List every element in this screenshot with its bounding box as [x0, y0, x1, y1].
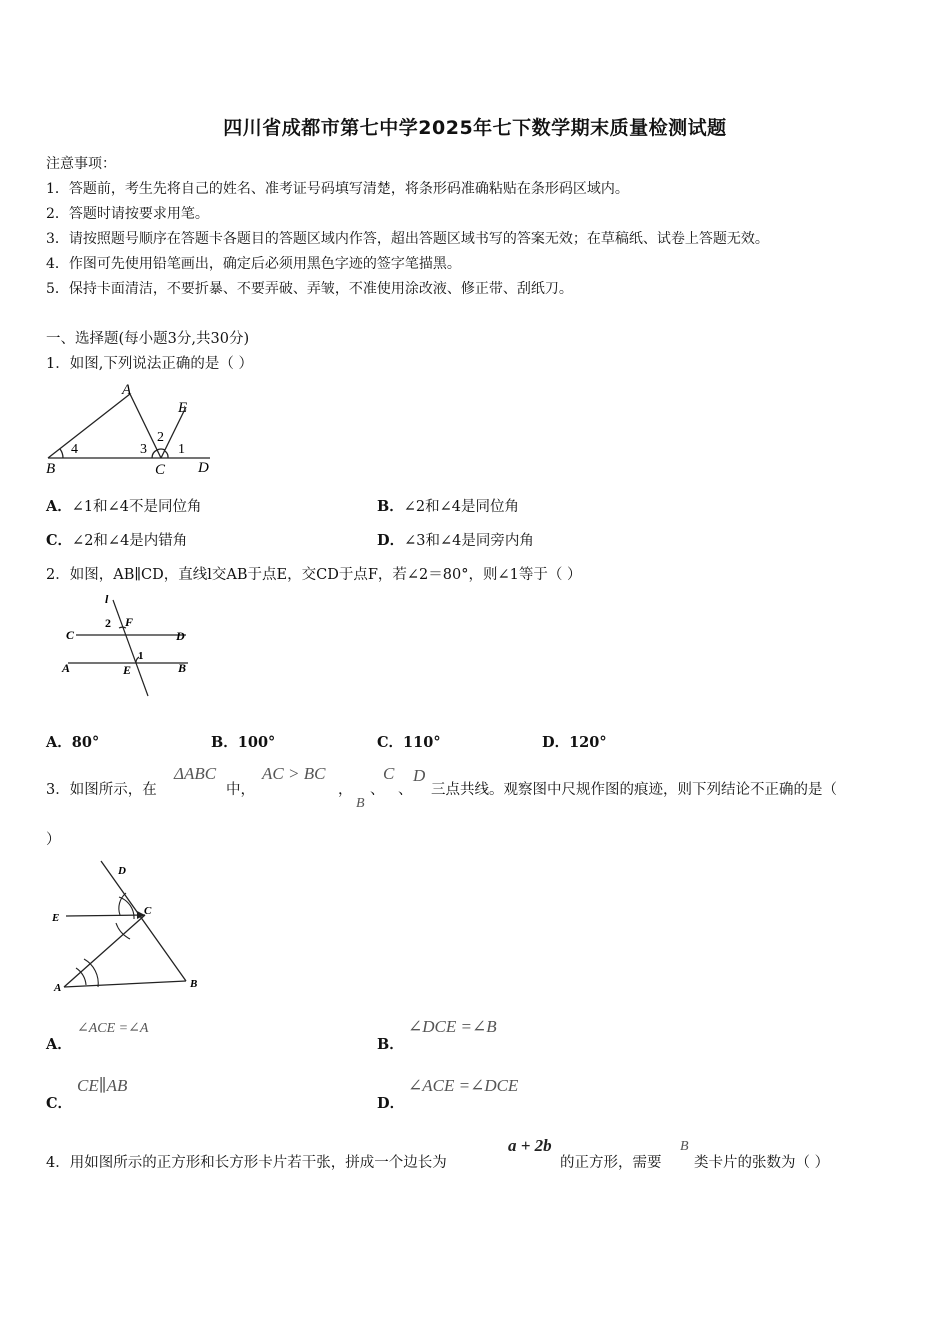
- note-item-3: 3．请按照题号顺序在答题卡各题目的答题区域内作答，超出答题区域书写的答案无效；在草稿纸、试卷上答题无效。: [46, 231, 769, 247]
- q1-option-d[interactable]: [377, 529, 534, 550]
- q4-stem-mid: 的正方形，需要: [560, 1155, 662, 1171]
- q2-option-a-text: 80°: [71, 734, 100, 751]
- q1-option-d-text: ∠3和∠4是同旁内角: [404, 533, 534, 549]
- q1-option-a-letter: A．: [46, 498, 72, 515]
- q2-angle-2: 2: [105, 616, 111, 630]
- q3-label-B: B: [190, 978, 198, 990]
- q2-figure: [58, 592, 198, 702]
- q1-option-d-letter: D．: [377, 532, 405, 549]
- q1-angle-4: 4: [71, 442, 78, 457]
- q1-label-E: E: [178, 400, 188, 416]
- q1-option-a[interactable]: [46, 495, 202, 516]
- q3-sep-1: 、: [370, 782, 385, 798]
- q3-option-b-letter[interactable]: B．: [377, 1036, 404, 1053]
- q2-label-C: C: [66, 628, 75, 642]
- q2-option-d-text: 120°: [569, 734, 607, 751]
- section-heading: 一、选择题(每小题3分,共30分): [46, 331, 250, 347]
- note-item-1: 1．答题前，考生先将自己的姓名、准考证号码填写清楚，将条形码准确粘贴在条形码区域内。: [46, 181, 629, 197]
- q4-math-B: B: [680, 1139, 689, 1154]
- q3-stem-end: 三点共线。观察图中尺规作图的痕迹，则下列结论不正确的是（: [431, 782, 837, 798]
- q3-stem-mid: 中，: [226, 782, 255, 798]
- q3-math-C: C: [383, 764, 395, 783]
- q2-label-F: F: [125, 615, 134, 629]
- q3-math-D: D: [413, 766, 426, 785]
- note-item-5: 5．保持卡面清洁，不要折暴、不要弄破、弄皱，不准使用涂改液、修正带、刮纸刀。: [46, 281, 573, 297]
- q3-stem-close: ）: [46, 832, 61, 848]
- q1-label-C: C: [155, 462, 166, 478]
- q1-angle-3: 3: [140, 442, 147, 457]
- q3-option-a-letter[interactable]: A．: [46, 1036, 72, 1053]
- q1-angle-2: 2: [157, 430, 164, 445]
- page-title: 四川省成都市第七中学2025年七下数学期末质量检测试题: [223, 117, 727, 139]
- q3-option-c-letter[interactable]: C．: [46, 1095, 73, 1112]
- q1-option-b-letter: B．: [377, 498, 404, 515]
- q3-option-d-letter[interactable]: D．: [377, 1095, 405, 1112]
- q1-option-c-letter: C．: [46, 532, 73, 549]
- q2-option-a[interactable]: [46, 731, 99, 752]
- q2-option-c-letter: C．: [377, 734, 404, 751]
- q2-option-b[interactable]: [211, 731, 275, 752]
- q1-label-D: D: [198, 460, 209, 476]
- q4-math-side: a + 2b: [508, 1136, 552, 1155]
- q2-option-d[interactable]: [542, 731, 607, 752]
- q2-option-b-text: 100°: [237, 734, 276, 751]
- q2-label-l: l: [105, 592, 109, 606]
- q2-label-A: A: [62, 661, 71, 675]
- notes-heading: 注意事项：: [46, 156, 116, 172]
- q2-option-c[interactable]: [377, 731, 441, 752]
- q2-stem: 2．如图，AB∥CD，直线l交AB于点E，交CD于点F，若∠2＝80°，则∠1等于（ ）: [46, 567, 582, 583]
- q3-math-inequality: AC > BC: [262, 764, 326, 783]
- q2-option-c-text: 110°: [403, 734, 441, 751]
- q1-option-c-text: ∠2和∠4是内错角: [72, 533, 188, 549]
- q3-option-d-math: ∠ACE =∠DCE: [408, 1076, 519, 1095]
- q2-label-E: E: [123, 663, 132, 677]
- note-item-2: 2．答题时请按要求用笔。: [46, 206, 209, 222]
- q1-label-A: A: [122, 382, 132, 398]
- q1-figure: [40, 376, 220, 478]
- q2-label-B: B: [178, 661, 187, 675]
- q3-math-triangle: ΔABC: [174, 764, 217, 783]
- q3-figure: [46, 857, 216, 997]
- q4-stem-end: 类卡片的张数为（ ）: [694, 1155, 830, 1171]
- note-item-4: 4．作图可先使用铅笔画出，确定后必须用黑色字迹的签字笔描黑。: [46, 256, 461, 272]
- q3-sep-2: 、: [398, 782, 413, 798]
- q3-comma: ，: [338, 782, 353, 798]
- q1-option-b[interactable]: [377, 495, 519, 516]
- q3-stem-start: 3．如图所示，在: [46, 782, 157, 798]
- q2-option-a-letter: A．: [46, 734, 72, 751]
- q1-option-b-text: ∠2和∠4是同位角: [403, 499, 520, 515]
- q2-angle-1: 1: [138, 650, 144, 662]
- q3-option-c-math: CE∥AB: [77, 1076, 128, 1095]
- q3-option-a-math: ∠ACE =∠A: [77, 1021, 149, 1036]
- q2-option-d-letter: D．: [542, 734, 570, 751]
- q4-stem-start: 4．用如图所示的正方形和长方形卡片若干张，拼成一个边长为: [46, 1155, 447, 1171]
- q3-math-B: B: [356, 796, 365, 811]
- q1-option-a-text: ∠1和∠4不是同位角: [71, 499, 202, 515]
- q3-label-A: A: [54, 982, 62, 994]
- q3-label-D: D: [118, 865, 126, 877]
- q1-label-B: B: [46, 461, 56, 477]
- q3-label-C: C: [144, 905, 152, 917]
- q1-angle-1: 1: [178, 442, 185, 457]
- q1-stem: 1．如图,下列说法正确的是（ ）: [46, 356, 253, 372]
- q3-label-E: E: [52, 912, 60, 924]
- q3-option-b-math: ∠DCE =∠B: [408, 1017, 497, 1036]
- q2-label-D: D: [176, 629, 185, 643]
- q2-option-b-letter: B．: [211, 734, 238, 751]
- q1-option-c[interactable]: [46, 529, 187, 550]
